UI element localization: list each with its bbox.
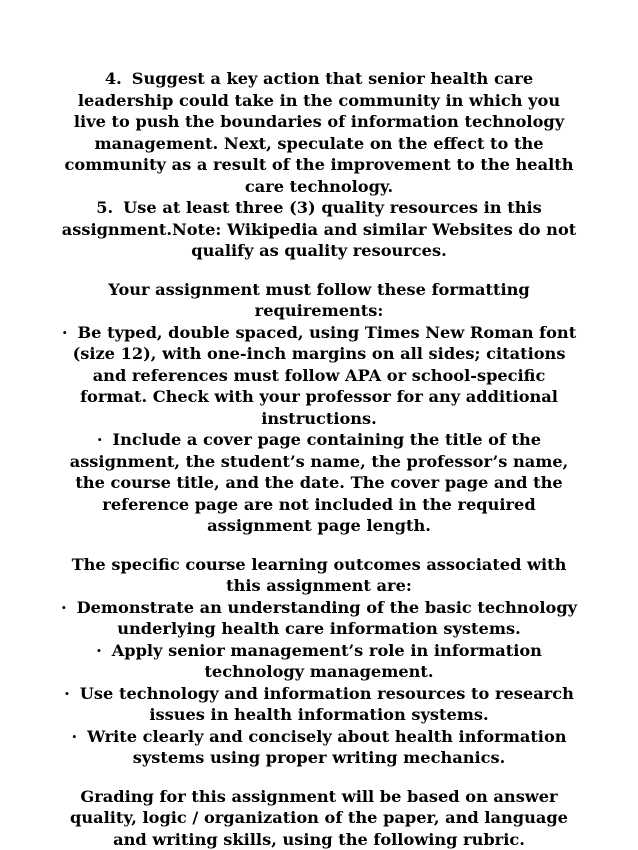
outcomes-heading: The specific course learning outcomes associated with this assignment are: [60,554,578,597]
outcome-item [60,597,578,640]
bullet-marker: · [97,429,103,451]
outcome-item [60,683,578,726]
grading-paragraph: Grading for this assignment will be based on answer quality, logic / organization of the paper, and language and writing skills, using the following rubric. [60,786,578,850]
list-item-text: Use at least three (3) quality resources in this assignment.Note: Wikipedia and similar Websites do not qualify as quality resources. [62,198,582,260]
outcomes-section [60,554,578,769]
formatting-item [60,322,578,430]
formatting-item-text: Be typed, double spaced, using Times New Roman font (size 12), with one-inch margins on all sides; citations and references must follow APA or school-specific format. Check with your professor for any additional instructions. [73,323,582,428]
outcome-item [60,726,578,769]
paragraph-gap [60,537,578,554]
formatting-heading: Your assignment must follow these formatting requirements: [60,279,578,322]
bullet-marker: · [96,640,102,662]
outcome-item-text: Use technology and information resources to research issues in health information systems. [80,684,580,725]
list-marker: 5. [96,197,113,219]
bullet-marker: · [61,597,67,619]
outcome-item-text: Write clearly and concisely about health information systems using proper writing mechanics. [87,727,572,768]
list-item-text: Suggest a key action that senior health care leadership could take in the community in which you live to push the boundaries of information technology management. Next, speculate on the effect to the community as a result of the improvement to the health care technology. [64,69,579,196]
bullet-marker: · [62,322,68,344]
list-item-5 [60,197,578,262]
paragraph-gap [60,769,578,786]
outcome-item [60,640,578,683]
outcome-item-text: Demonstrate an understanding of the basic technology underlying health care information systems. [77,598,583,639]
numbered-list [60,68,578,262]
list-item-4 [60,68,578,197]
bullet-marker: · [71,726,77,748]
paragraph-gap [60,262,578,279]
formatting-section [60,279,578,537]
bullet-marker: · [64,683,70,705]
formatting-item-text: Include a cover page containing the title of the assignment, the student’s name, the professor’s name, the course title, and the date. The cover page and the reference page are not included in the required assignment page length. [70,430,574,535]
list-marker: 4. [105,68,122,90]
outcome-item-text: Apply senior management’s role in information technology management. [112,641,548,682]
formatting-item [60,429,578,537]
